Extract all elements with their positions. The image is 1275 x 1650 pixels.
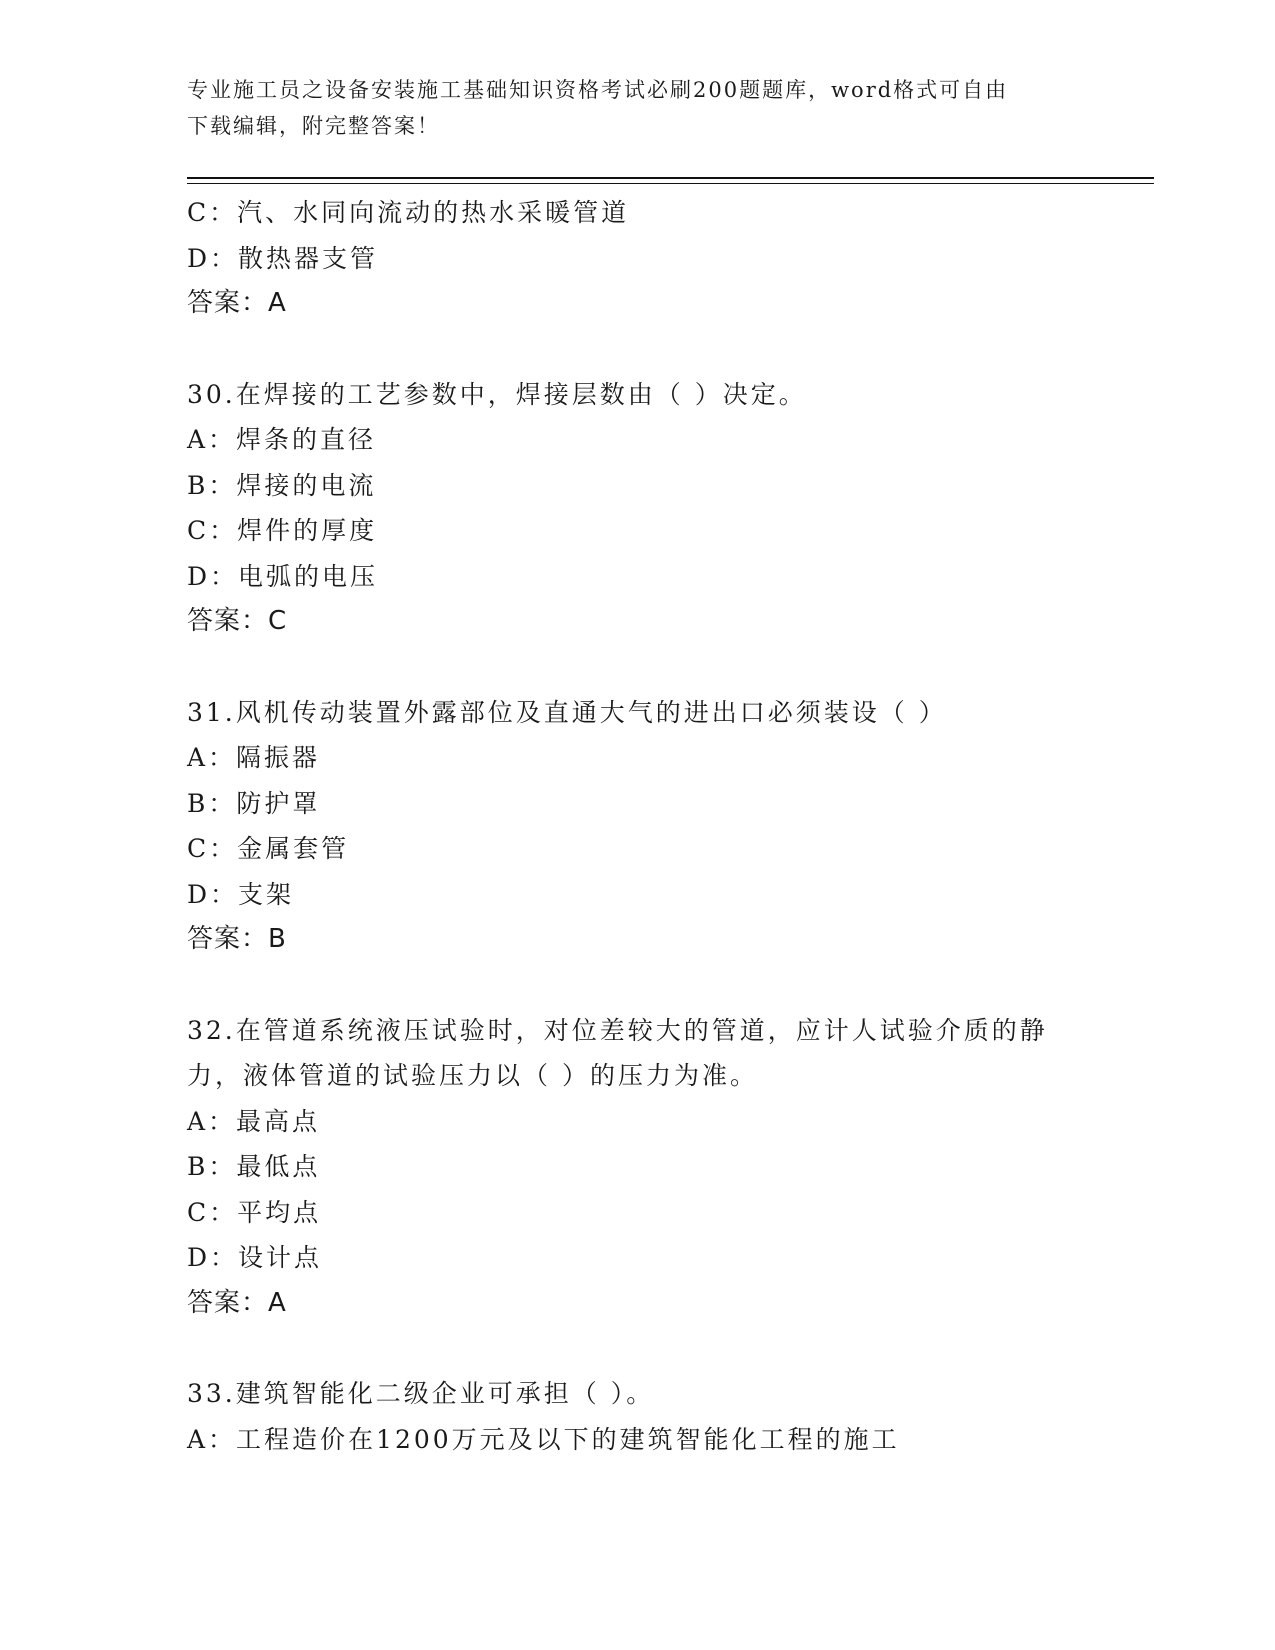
answer-line: 答案：A bbox=[187, 288, 287, 318]
option-a: A：焊条的直径 bbox=[187, 425, 377, 454]
option-d: D：设计点 bbox=[187, 1243, 323, 1272]
question-list bbox=[187, 190, 1087, 1462]
question-text: 33.建筑智能化二级企业可承担（ ）。 bbox=[187, 1379, 655, 1408]
answer-line: 答案：A bbox=[187, 1287, 287, 1318]
header-line-2: 下载编辑，附完整答案！ bbox=[187, 114, 440, 138]
header-divider-thin bbox=[187, 183, 1154, 184]
question-block-29 bbox=[187, 190, 1087, 327]
option-b: B：焊接的电流 bbox=[187, 470, 377, 500]
option-c: C：汽、水同向流动的热水采暖管道 bbox=[187, 198, 630, 227]
question-block-31 bbox=[187, 690, 1087, 963]
question-block-32 bbox=[187, 1008, 1087, 1327]
option-a: A：工程造价在1200万元及以下的建筑智能化工程的施工 bbox=[187, 1424, 900, 1454]
answer-line: 答案：B bbox=[187, 924, 287, 954]
question-text: 31.风机传动装置外露部位及直通大气的进出口必须装设（ ） bbox=[187, 697, 947, 727]
option-d: D：散热器支管 bbox=[187, 243, 379, 273]
option-b: B：最低点 bbox=[187, 1152, 321, 1181]
header-line-1: 专业施工员之设备安装施工基础知识资格考试必刷200题题库，word格式可自由 bbox=[187, 78, 1009, 102]
header-divider-thick bbox=[187, 177, 1154, 179]
answer-line: 答案：C bbox=[187, 606, 288, 636]
option-c: C：金属套管 bbox=[187, 834, 350, 863]
option-a: A：隔振器 bbox=[187, 743, 321, 772]
question-text: 30.在焊接的工艺参数中，焊接层数由（ ）决定。 bbox=[187, 379, 807, 409]
question-block-33 bbox=[187, 1371, 1087, 1462]
document-header bbox=[187, 72, 1067, 144]
option-b: B：防护罩 bbox=[187, 788, 321, 818]
question-text-line-1: 32.在管道系统液压试验时，对位差较大的管道，应计人试验介质的静 bbox=[187, 1015, 1048, 1045]
option-d: D：支架 bbox=[187, 879, 295, 909]
option-c: C：焊件的厚度 bbox=[187, 516, 378, 545]
question-text-line-2: 力，液体管道的试验压力以（ ）的压力为准。 bbox=[187, 1061, 758, 1090]
option-a: A：最高点 bbox=[187, 1106, 321, 1136]
option-d: D：电弧的电压 bbox=[187, 561, 379, 591]
question-block-30 bbox=[187, 372, 1087, 645]
option-c: C：平均点 bbox=[187, 1197, 322, 1227]
